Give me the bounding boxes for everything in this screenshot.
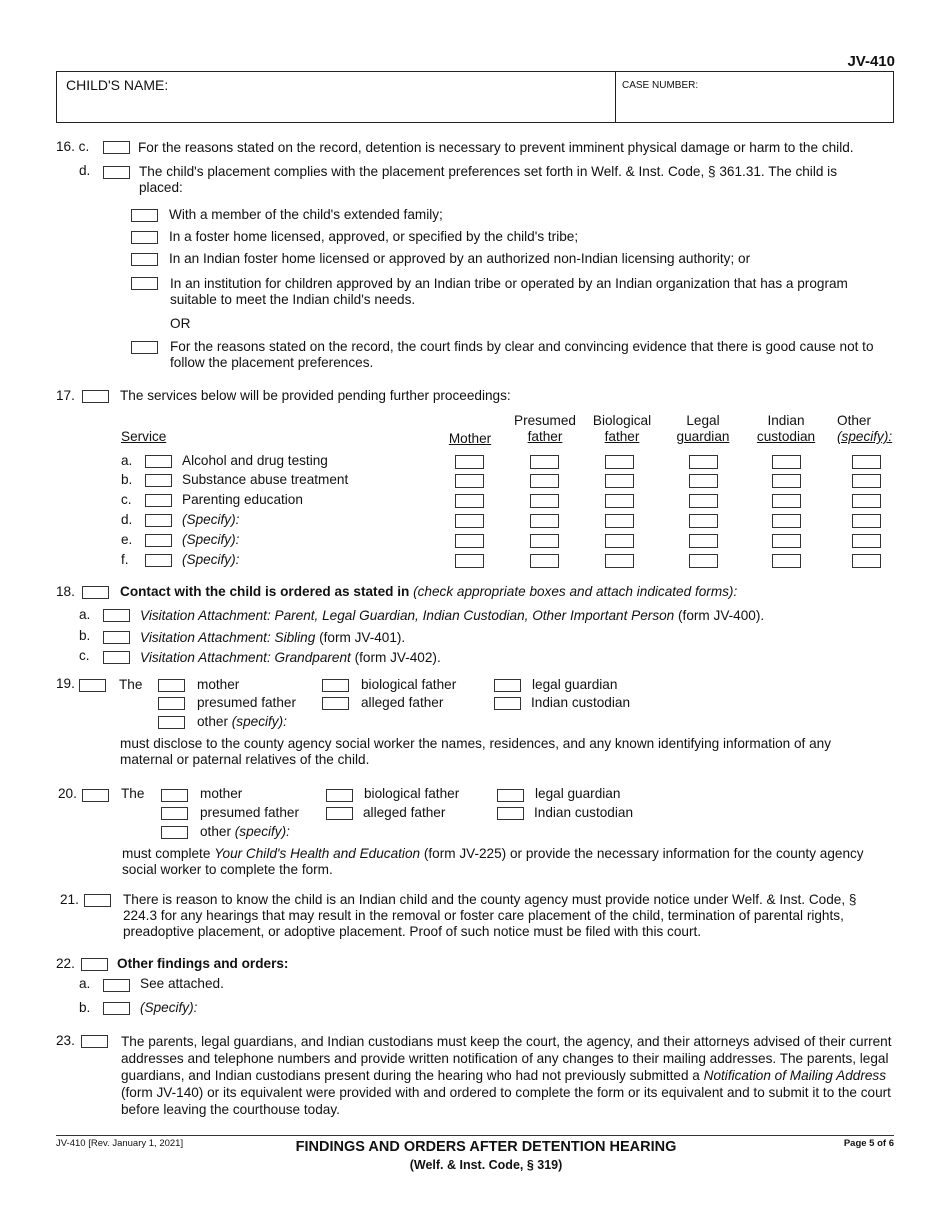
item-19-number: 19. [56,676,75,691]
item-20-legal-checkbox[interactable] [497,789,524,802]
item-19-other-checkbox[interactable] [158,716,185,729]
item-20-legal: legal guardian [535,786,621,801]
service-row-letter: e. [121,532,133,547]
item-22b-letter: b. [79,1000,91,1015]
service-row-letter: b. [121,472,133,487]
item-20-indian-checkbox[interactable] [497,807,524,820]
item-18b-text: Visitation Attachment: Sibling (form JV-401). [140,630,406,645]
item-20-the: The [121,786,145,801]
col-legal-line1: Legal [686,413,720,428]
service-presumed-father-checkbox[interactable] [530,494,559,508]
service-row-label: (Specify): [182,552,240,567]
service-biological-father-checkbox[interactable] [605,514,634,528]
item-18c-letter: c. [79,648,90,663]
service-row-checkbox[interactable] [145,455,172,468]
item-19-presumed: presumed father [197,695,296,710]
col-other-line2: (specify): [837,429,893,444]
header-box [56,71,894,123]
item-18b-letter: b. [79,628,91,643]
service-row-label: (Specify): [182,512,240,527]
item-19-indian-checkbox[interactable] [494,697,521,710]
item-21-number: 21. [60,892,79,907]
item-19-indian: Indian custodian [531,695,631,710]
col-bio-line2: father [604,429,640,444]
service-legal-guardian-checkbox[interactable] [689,474,718,488]
item-19-the: The [119,677,143,692]
service-row-label: Parenting education [182,492,303,507]
item-16d-text: The child's placement complies with the placement preferences set forth in Welf. & Inst. Code, § 361.31. The child is placed: [139,164,837,195]
item-18b-checkbox[interactable] [103,631,130,644]
col-presumed-line1: Presumed [514,413,576,428]
item-19-bio: biological father [361,677,457,692]
service-indian-custodian-checkbox[interactable] [772,514,801,528]
item-21-checkbox[interactable] [84,894,111,907]
item-22a-checkbox[interactable] [103,979,130,992]
item-18a-checkbox[interactable] [103,609,130,622]
placement-option-5-checkbox[interactable] [131,341,158,354]
service-presumed-father-checkbox[interactable] [530,534,559,548]
item-17-checkbox[interactable] [82,390,109,403]
item-19-legal-checkbox[interactable] [494,679,521,692]
service-mother-checkbox[interactable] [455,514,484,528]
service-mother-checkbox[interactable] [455,455,484,469]
item-22a-text: See attached. [140,976,224,991]
item-21-text: There is reason to know the child is an Indian child and the county agency must provide notice under Welf. & Inst. Code, § 224.3 for any hearings that may result in the removal or foster care placement of the child, termination of parental rights, preadoptive placement, or adoptive placement. Proof of such notice must be filed with this court. [123,892,857,939]
col-bio-line1: Biological [592,413,652,428]
item-19-text: must disclose to the county agency social worker the names, residences, and any known identifying information of any maternal or paternal relatives of the child. [120,736,832,767]
service-row-checkbox[interactable] [145,554,172,567]
service-other-checkbox[interactable] [852,534,881,548]
footer-title: FINDINGS AND ORDERS AFTER DETENTION HEARING [295,1139,677,1155]
item-23-text: The parents, legal guardians, and Indian custodians must keep the court, the agency, and their attorneys advised of their current addresses and telephone numbers and provide written notification of any changes to their mailing addresses. The parents, legal guardians, and Indian custodians present during the hearing who had not previously submitted a Notification of Mailing Address (form JV-140) or its equivalent were provided with and ordered to complete the form or its equivalent and to submit it to the court before leaving the courthouse today. [121,1034,892,1117]
item-20-bio: biological father [364,786,460,801]
service-legal-guardian-checkbox[interactable] [689,455,718,469]
service-biological-father-checkbox[interactable] [605,455,634,469]
service-legal-guardian-checkbox[interactable] [689,554,718,568]
form-id: JV-410 [847,53,895,70]
item-20-alleged: alleged father [363,805,446,820]
service-row-letter: f. [121,552,129,567]
footer-rev: JV-410 [Rev. January 1, 2021] [56,1138,184,1149]
service-row-checkbox[interactable] [145,514,172,527]
item-20-indian: Indian custodian [534,805,634,820]
item-19-mother-checkbox[interactable] [158,679,185,692]
item-20-checkbox[interactable] [82,789,109,802]
item-22-number: 22. [56,956,75,971]
item-19-alleged: alleged father [361,695,444,710]
item-22a-letter: a. [79,976,91,991]
item-20-number: 20. [58,786,77,801]
col-mother: Mother [448,431,492,446]
col-indian-line2: custodian [756,429,816,444]
case-number-label: CASE NUMBER: [622,80,699,91]
service-biological-father-checkbox[interactable] [605,474,634,488]
item-20-bio-checkbox[interactable] [326,789,353,802]
item-18c-text: Visitation Attachment: Grandparent (form JV-402). [140,650,441,665]
item-20-alleged-checkbox[interactable] [326,807,353,820]
service-mother-checkbox[interactable] [455,554,484,568]
service-indian-custodian-checkbox[interactable] [772,474,801,488]
service-mother-checkbox[interactable] [455,534,484,548]
service-row-label: (Specify): [182,532,240,547]
item-19-presumed-checkbox[interactable] [158,697,185,710]
item-16c-text: For the reasons stated on the record, detention is necessary to prevent imminent physical damage or harm to the child. [138,140,854,155]
item-20-other-checkbox[interactable] [161,826,188,839]
item-19-other: other (specify): [197,714,287,729]
col-presumed-line2: father [527,429,563,444]
item-20-other: other (specify): [200,824,290,839]
placement-option-3-checkbox[interactable] [131,253,158,266]
item-16d-checkbox[interactable] [103,166,130,179]
item-22b-checkbox[interactable] [103,1002,130,1015]
child-name-label: CHILD'S NAME: [66,77,169,93]
item-19-bio-checkbox[interactable] [322,679,349,692]
item-18-checkbox[interactable] [82,586,109,599]
item-17-number: 17. [56,388,75,403]
service-other-checkbox[interactable] [852,554,881,568]
item-18a-letter: a. [79,607,91,622]
or-label: OR [170,316,191,331]
service-row-label: Alcohol and drug testing [182,453,328,468]
service-indian-custodian-checkbox[interactable] [772,494,801,508]
col-other-line1: Other [837,413,871,428]
footer-page: Page 5 of 6 [843,1138,894,1149]
item-20-text: must complete Your Child's Health and Education (form JV-225) or provide the necessary information for the county agency social worker to complete the form. [122,846,864,877]
placement-option-4-checkbox[interactable] [131,277,158,290]
placement-option-1-checkbox[interactable] [131,209,158,222]
item-18-text: Contact with the child is ordered as stated in (check appropriate boxes and attach indicated forms): [120,584,738,599]
item-19-checkbox[interactable] [79,679,106,692]
service-indian-custodian-checkbox[interactable] [772,554,801,568]
service-mother-checkbox[interactable] [455,494,484,508]
service-row-label: Substance abuse treatment [182,472,349,487]
service-other-checkbox[interactable] [852,514,881,528]
item-16c-checkbox[interactable] [103,141,130,154]
service-row-letter: a. [121,453,133,468]
service-mother-checkbox[interactable] [455,474,484,488]
item-20-presumed-checkbox[interactable] [161,807,188,820]
item-19-mother: mother [197,677,240,692]
item-22b-text: (Specify): [140,1000,198,1015]
service-legal-guardian-checkbox[interactable] [689,534,718,548]
service-presumed-father-checkbox[interactable] [530,455,559,469]
service-indian-custodian-checkbox[interactable] [772,455,801,469]
service-legal-guardian-checkbox[interactable] [689,514,718,528]
service-presumed-father-checkbox[interactable] [530,474,559,488]
service-row-checkbox[interactable] [145,494,172,507]
service-biological-father-checkbox[interactable] [605,554,634,568]
item-20-presumed: presumed father [200,805,299,820]
footer-subtitle: (Welf. & Inst. Code, § 319) [409,1158,563,1172]
service-other-checkbox[interactable] [852,474,881,488]
item-16d-letter: d. [79,163,91,178]
item-16c-number: 16. c. [56,139,90,154]
col-service: Service [121,429,167,444]
item-19-alleged-checkbox[interactable] [322,697,349,710]
col-indian-line1: Indian [767,413,805,428]
placement-option-3: In an Indian foster home licensed or approved by an authorized non-Indian licensing authority; or [169,251,751,266]
item-22-checkbox[interactable] [81,958,108,971]
item-18-number: 18. [56,584,75,599]
service-other-checkbox[interactable] [852,455,881,469]
service-row-letter: c. [121,492,132,507]
placement-option-5: For the reasons stated on the record, the court finds by clear and convincing evidence that there is good cause not to follow the placement preferences. [170,339,874,370]
service-biological-father-checkbox[interactable] [605,534,634,548]
placement-option-1: With a member of the child's extended family; [169,207,443,222]
item-19-legal: legal guardian [532,677,618,692]
item-20-mother-checkbox[interactable] [161,789,188,802]
item-22-title: Other findings and orders: [117,956,289,971]
service-row-checkbox[interactable] [145,474,172,487]
placement-option-2: In a foster home licensed, approved, or specified by the child's tribe; [169,229,579,244]
item-18c-checkbox[interactable] [103,651,130,664]
item-20-mother: mother [200,786,243,801]
service-biological-father-checkbox[interactable] [605,494,634,508]
placement-option-4: In an institution for children approved by an Indian tribe or operated by an Indian organization that has a program suitable to meet the Indian child's needs. [170,276,848,307]
col-legal-line2: guardian [676,429,730,444]
item-23-number: 23. [56,1033,75,1048]
service-other-checkbox[interactable] [852,494,881,508]
service-legal-guardian-checkbox[interactable] [689,494,718,508]
item-23-checkbox[interactable] [81,1035,108,1048]
item-18a-text: Visitation Attachment: Parent, Legal Guardian, Indian Custodian, Other Important Person (form JV-400). [140,608,765,623]
service-indian-custodian-checkbox[interactable] [772,534,801,548]
service-presumed-father-checkbox[interactable] [530,514,559,528]
placement-option-2-checkbox[interactable] [131,231,158,244]
service-row-letter: d. [121,512,133,527]
item-17-text: The services below will be provided pending further proceedings: [120,388,511,403]
service-presumed-father-checkbox[interactable] [530,554,559,568]
service-row-checkbox[interactable] [145,534,172,547]
